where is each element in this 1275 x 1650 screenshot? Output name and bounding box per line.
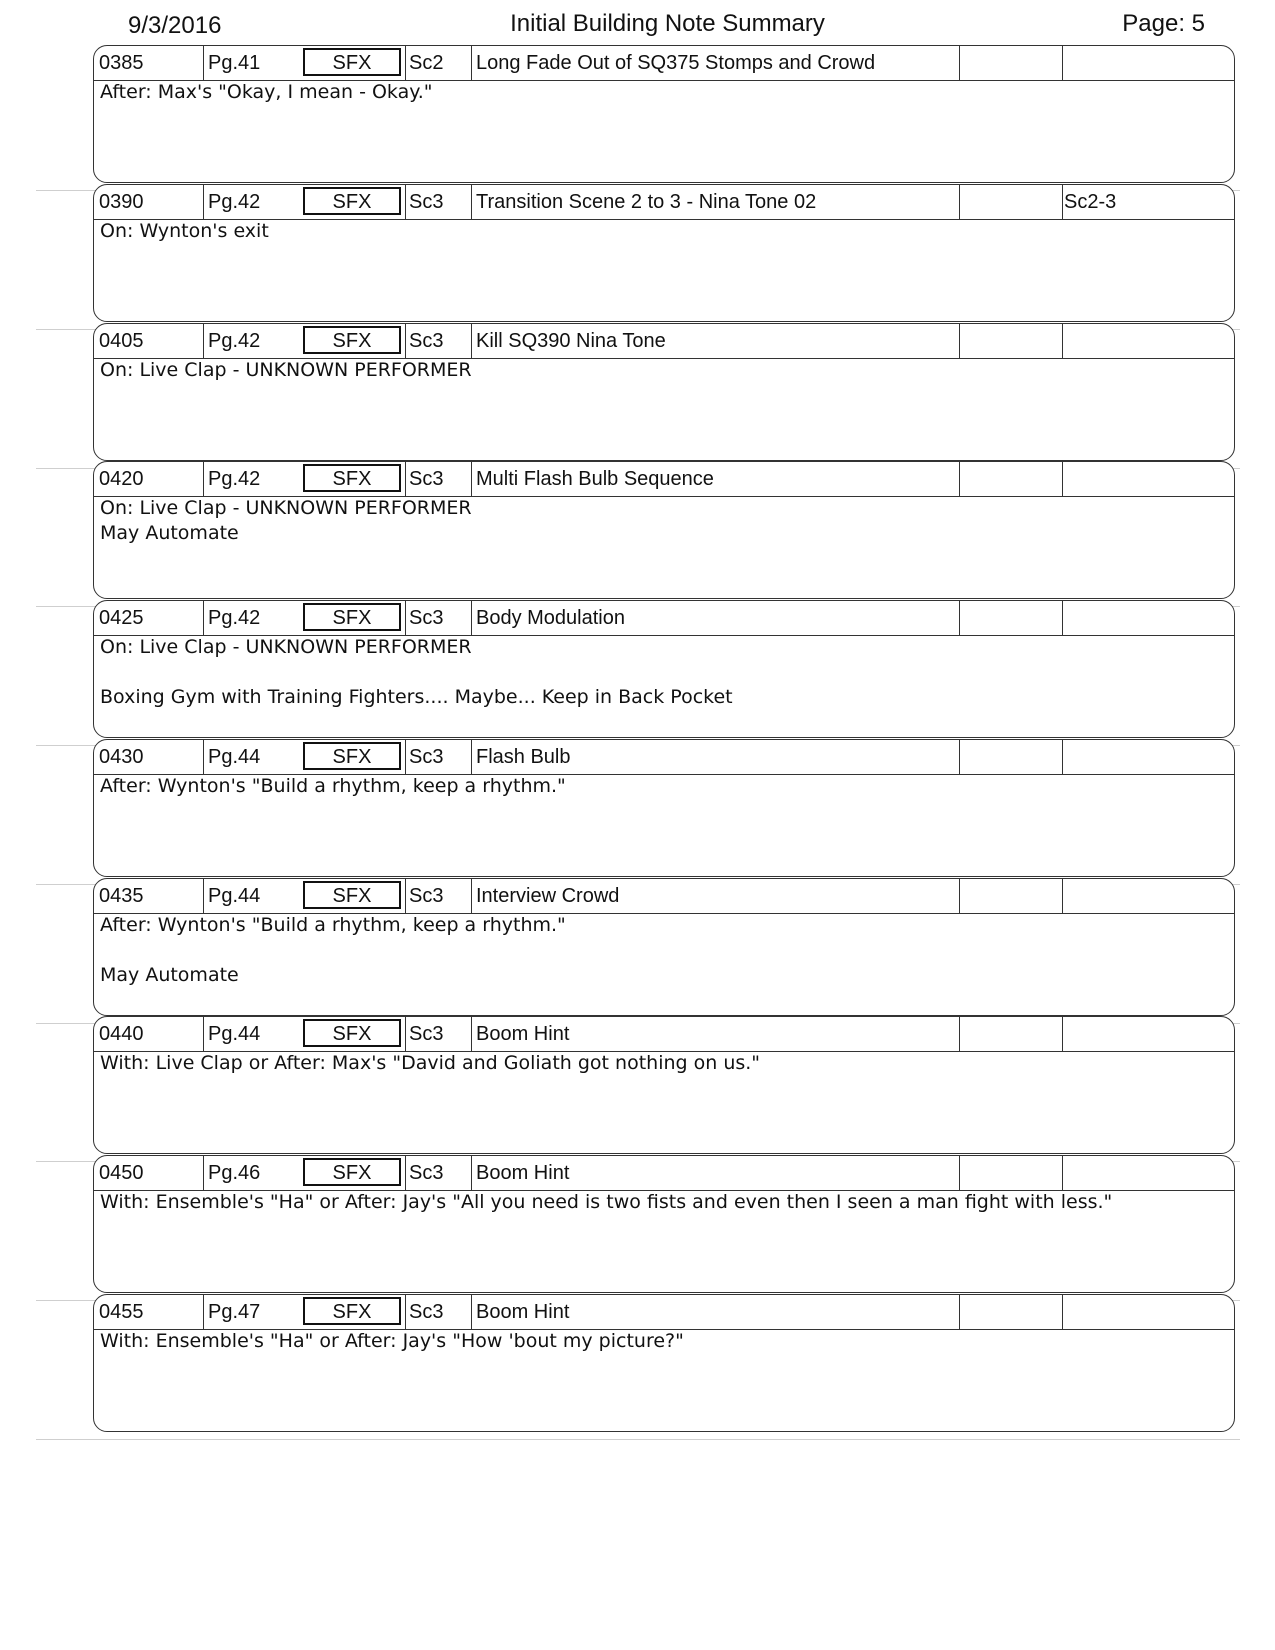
cue-type-badge: SFX: [303, 48, 401, 76]
page-header: [0, 10, 1275, 44]
column-divider: [959, 324, 960, 358]
column-divider: [203, 1295, 204, 1329]
column-divider: [959, 462, 960, 496]
column-divider: [1062, 879, 1063, 913]
cue-description: Body Modulation: [476, 607, 625, 629]
column-divider: [1062, 1017, 1063, 1051]
cue-type-badge: SFX: [303, 464, 401, 492]
cue-header-row: [94, 1017, 1234, 1052]
cue-card: [93, 600, 1235, 738]
column-divider: [405, 740, 406, 774]
cue-description: Flash Bulb: [476, 745, 571, 768]
cue-type-badge: SFX: [303, 326, 401, 354]
column-divider: [1062, 740, 1063, 774]
cue-header-row: [94, 1156, 1234, 1191]
cue-entry: [0, 1016, 1275, 1162]
cue-notes: [100, 635, 1226, 710]
cue-page: Pg.47: [208, 1300, 261, 1323]
cue-note-line: After: Max's "Okay, I mean - Okay.": [100, 81, 433, 103]
cue-scene: Sc2: [409, 52, 444, 74]
report-title: Initial Building Note Summary: [510, 10, 825, 37]
cue-note-line: With: Live Clap or After: Max's "David and Goliath got nothing on us.": [100, 1052, 761, 1075]
column-divider: [203, 879, 204, 913]
cue-notes: [100, 358, 1226, 383]
cue-type-badge: SFX: [303, 603, 401, 631]
cue-card: [93, 1016, 1235, 1154]
cue-header-row: [94, 185, 1234, 220]
column-divider: [203, 185, 204, 219]
cue-card: [93, 1294, 1235, 1432]
column-divider: [405, 462, 406, 496]
entry-separator: [36, 1439, 1240, 1440]
cue-scene: Sc3: [409, 1162, 444, 1184]
cue-number: 0390: [99, 190, 144, 213]
column-divider: [471, 46, 472, 80]
cue-notes: [100, 219, 1226, 244]
cue-notes: [100, 80, 1226, 105]
cue-type-badge: SFX: [303, 187, 401, 215]
cue-note-line: After: Wynton's "Build a rhythm, keep a rhythm.": [100, 913, 566, 936]
cue-scene: Sc3: [409, 329, 444, 352]
cue-extra-2: Sc2-3: [1064, 190, 1117, 213]
column-divider: [405, 1017, 406, 1051]
cue-note-line: May Automate: [100, 522, 239, 545]
cue-card: [93, 739, 1235, 877]
cue-page: Pg.44: [208, 884, 261, 907]
cue-card: [93, 878, 1235, 1016]
cue-scene: Sc3: [409, 468, 444, 491]
column-divider: [1062, 1295, 1063, 1329]
column-divider: [405, 1295, 406, 1329]
column-divider: [405, 185, 406, 219]
cue-page: Pg.42: [208, 607, 261, 629]
column-divider: [203, 46, 204, 80]
column-divider: [405, 601, 406, 635]
cue-notes: [100, 913, 1226, 988]
cue-entry: [0, 461, 1275, 607]
column-divider: [471, 324, 472, 358]
cue-type-badge: SFX: [303, 1019, 401, 1047]
cue-note-line: On: Wynton's exit: [100, 219, 269, 242]
cue-note-line: With: Ensemble's "Ha" or After: Jay's "How 'bout my picture?": [100, 1329, 684, 1352]
column-divider: [1062, 462, 1063, 496]
cue-entry: [0, 1294, 1275, 1440]
cue-type-badge: SFX: [303, 1158, 401, 1186]
cue-note-line: On: Live Clap - UNKNOWN PERFORMER: [100, 497, 472, 520]
cue-description: Interview Crowd: [476, 884, 620, 907]
column-divider: [1062, 1156, 1063, 1190]
column-divider: [1062, 601, 1063, 635]
cue-number: 0385: [99, 52, 144, 74]
cue-header-row: [94, 324, 1234, 359]
cue-number: 0430: [99, 745, 144, 768]
cue-scene: Sc3: [409, 607, 444, 629]
cue-header-row: [94, 740, 1234, 775]
page-number: Page: 5: [1122, 10, 1205, 37]
cue-note-line: With: Ensemble's "Ha" or After: Jay's "All you need is two fists and even then I seen a man fight with less.": [100, 1191, 1113, 1213]
column-divider: [471, 1017, 472, 1051]
cue-description: Boom Hint: [476, 1023, 570, 1046]
cue-notes: [100, 1190, 1226, 1215]
report-date: 9/3/2016: [128, 12, 222, 39]
cue-description: Boom Hint: [476, 1300, 570, 1323]
cue-description: Long Fade Out of SQ375 Stomps and Crowd: [476, 52, 876, 74]
column-divider: [959, 1156, 960, 1190]
cue-number: 0435: [99, 884, 144, 907]
cue-card: [93, 461, 1235, 599]
column-divider: [405, 46, 406, 80]
cue-notes: [100, 496, 1226, 546]
cue-notes: [100, 1329, 1226, 1354]
cue-card: [93, 45, 1235, 183]
cue-entry: [0, 45, 1275, 191]
column-divider: [1062, 46, 1063, 80]
column-divider: [203, 740, 204, 774]
cue-description: Transition Scene 2 to 3 - Nina Tone 02: [476, 190, 817, 213]
cue-scene: Sc3: [409, 884, 444, 907]
cue-header-row: [94, 462, 1234, 497]
cue-scene: Sc3: [409, 190, 444, 213]
column-divider: [959, 185, 960, 219]
column-divider: [471, 1295, 472, 1329]
cue-number: 0455: [99, 1300, 144, 1323]
cue-note-line: After: Wynton's "Build a rhythm, keep a rhythm.": [100, 774, 566, 797]
cue-page: Pg.44: [208, 745, 261, 768]
cue-number: 0405: [99, 329, 144, 352]
column-divider: [203, 324, 204, 358]
cue-number: 0425: [99, 607, 144, 629]
cue-entry: [0, 878, 1275, 1024]
cue-card: [93, 184, 1235, 322]
cue-note-line: [100, 660, 1226, 685]
column-divider: [203, 601, 204, 635]
column-divider: [959, 1017, 960, 1051]
cue-number: 0450: [99, 1162, 144, 1184]
cue-header-row: [94, 46, 1234, 81]
cue-header-row: [94, 601, 1234, 636]
cue-note-line: On: Live Clap - UNKNOWN PERFORMER: [100, 636, 472, 658]
column-divider: [405, 324, 406, 358]
cue-page: Pg.44: [208, 1023, 261, 1046]
column-divider: [959, 601, 960, 635]
cue-scene: Sc3: [409, 745, 444, 768]
cue-description: Kill SQ390 Nina Tone: [476, 329, 666, 352]
column-divider: [471, 601, 472, 635]
column-divider: [959, 1295, 960, 1329]
column-divider: [203, 1156, 204, 1190]
cue-entry: [0, 600, 1275, 746]
column-divider: [471, 185, 472, 219]
column-divider: [203, 1017, 204, 1051]
cue-type-badge: SFX: [303, 881, 401, 909]
cue-page: Pg.42: [208, 468, 261, 491]
cue-page: Pg.42: [208, 329, 261, 352]
column-divider: [405, 1156, 406, 1190]
column-divider: [1062, 185, 1063, 219]
cue-entry: [0, 323, 1275, 469]
column-divider: [471, 740, 472, 774]
column-divider: [471, 462, 472, 496]
cue-notes: [100, 774, 1226, 799]
cue-note-line: [100, 938, 1226, 963]
cue-entry: [0, 739, 1275, 885]
cue-page: Pg.46: [208, 1162, 261, 1184]
cue-entry: [0, 184, 1275, 330]
column-divider: [203, 462, 204, 496]
cue-header-row: [94, 1295, 1234, 1330]
column-divider: [471, 1156, 472, 1190]
cue-description: Boom Hint: [476, 1162, 570, 1184]
cue-type-badge: SFX: [303, 1297, 401, 1325]
cue-card: [93, 323, 1235, 461]
column-divider: [959, 879, 960, 913]
cue-note-line: On: Live Clap - UNKNOWN PERFORMER: [100, 358, 472, 381]
column-divider: [405, 879, 406, 913]
cue-scene: Sc3: [409, 1023, 444, 1046]
cue-number: 0440: [99, 1023, 144, 1046]
cue-entry: [0, 1155, 1275, 1301]
column-divider: [959, 46, 960, 80]
cue-number: 0420: [99, 468, 144, 491]
cue-type-badge: SFX: [303, 742, 401, 770]
cue-scene: Sc3: [409, 1300, 444, 1323]
cue-description: Multi Flash Bulb Sequence: [476, 468, 714, 491]
column-divider: [959, 740, 960, 774]
column-divider: [1062, 324, 1063, 358]
cue-page: Pg.42: [208, 190, 261, 213]
cue-notes: [100, 1051, 1226, 1076]
cue-card: [93, 1155, 1235, 1293]
column-divider: [471, 879, 472, 913]
cue-note-line: Boxing Gym with Training Fighters.... Maybe... Keep in Back Pocket: [100, 686, 733, 708]
cue-note-line: May Automate: [100, 963, 239, 986]
cue-page: Pg.41: [208, 52, 261, 74]
cue-header-row: [94, 879, 1234, 914]
